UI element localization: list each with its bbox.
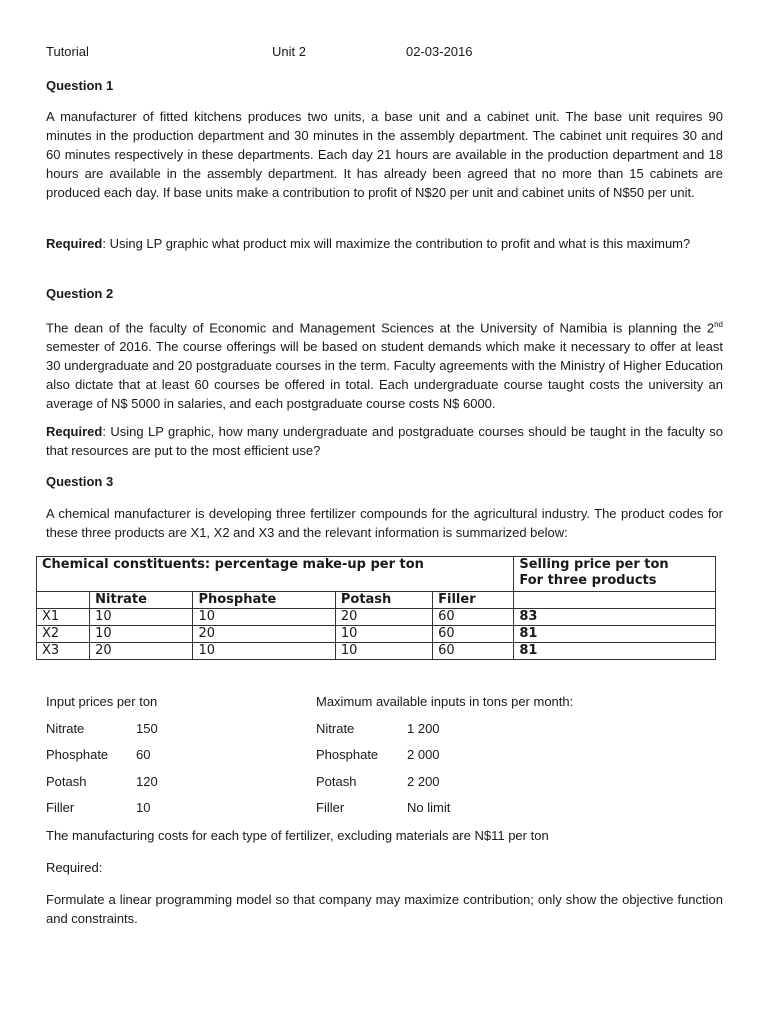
input-price: 150 [136,720,158,736]
table-header-cell: Phosphate [193,592,335,609]
input-name-max: Potash [316,773,357,789]
question-1-body: A manufacturer of fitted kitchens produces two units, a base unit and a cabinet unit. The base unit requires 90 minutes in the production department and 30 minutes in the assembly department. The cabinet unit requires 30 and 60 minutes respectively in these departments. Each day 21 hours are available in the production department and 18 hours are available in the assembly department. It has already been agreed that no more than 15 cabinets are produced each day. If base units make a contribution to profit of N$20 per unit and cabinet units of N$50 per unit. [46,109,723,200]
input-row [46,747,723,774]
required-label: Required [46,236,103,251]
table-cell: 10 [335,643,432,660]
table-row [37,643,716,660]
question-2-body [46,315,723,413]
header-tutorial: Tutorial [46,44,89,59]
question-3-title: Question 3 [46,474,114,489]
table-cell: X1 [37,609,90,626]
input-row [46,721,723,748]
q2-body-a: The dean of the faculty of Economic and Management Sciences at the University of Namibia is planning the 2 [46,320,715,336]
table-row [37,609,716,626]
price-header-2: For three products [519,573,657,588]
table-cell: X2 [37,626,90,643]
table-cell-price: 83 [514,609,716,626]
chemical-table [36,556,716,660]
input-name-max: Phosphate [316,747,379,762]
table-cell: 10 [90,609,193,626]
input-row [46,800,723,827]
question-1-title: Question 1 [46,78,114,93]
inputs-title-row [46,694,723,721]
input-max: 2 000 [407,747,440,762]
table-cell: 60 [433,609,514,626]
table-cell: 20 [335,609,432,626]
q2-body-b: semester of 2016. The course offerings will be based on student demands which make it necessary to offer at least 30 undergraduate and 20 postgraduate courses in the term. Faculty agreements with the Ministry of Higher Education also dictate that at least 60 courses be offered in total. Each undergraduate course taught costs the university an average of N$ 5000 in salaries, and each postgraduate course costs N$ 6000. [46,339,723,412]
required-text: : Using LP graphic what product mix will maximize the contribution to profit and what is this maximum? [102,236,691,251]
input-name: Filler [46,800,75,815]
manufacturing-costs: The manufacturing costs for each type of fertilizer, excluding materials are N$11 per ton [46,828,549,843]
table-cell-price: 81 [514,626,716,643]
table-cell: 20 [193,626,335,643]
input-name-max: Nitrate [316,720,355,736]
table-cell: 10 [335,626,432,643]
input-price: 120 [136,773,158,789]
question-2-required [46,422,723,460]
header-unit: Unit 2 [272,44,306,59]
table-header-cell: Filler [433,592,514,609]
table-row [37,626,716,643]
table-group-header: Chemical constituents: percentage make-up per ton [37,557,514,592]
table-cell: 60 [433,626,514,643]
question-3-required: Required: [46,860,103,875]
table-cell: 10 [90,626,193,643]
table-price-header [514,557,716,592]
required-label: Required [46,424,103,439]
formulate-instruction: Formulate a linear programming model so that company may maximize contribution; only show the objective function and constraints. [46,892,723,926]
table-cell: 20 [90,643,193,660]
input-name-max: Filler [316,800,345,815]
table-cell-price: 81 [514,643,716,660]
input-row [46,774,723,801]
input-max: 1 200 [407,720,440,736]
input-max: No limit [407,800,451,815]
table-cell: X3 [37,643,90,660]
price-header-1: Selling price per ton [519,557,669,572]
max-inputs-title: Maximum available inputs in tons per month: [316,694,574,709]
table-cell: 10 [193,643,335,660]
input-name: Potash [46,773,87,789]
table-cell: 60 [433,643,514,660]
header [46,44,723,64]
input-price: 10 [136,800,151,815]
input-max: 2 200 [407,773,440,789]
table-header-cell [514,592,716,609]
input-name: Nitrate [46,720,85,736]
question-3-body: A chemical manufacturer is developing three fertilizer compounds for the agricultural industry. The product codes for these three products are X1, X2 and X3 and the relevant information is summarized below: [46,506,723,540]
input-price: 60 [136,747,151,762]
header-date: 02-03-2016 [406,44,473,59]
q2-sup: nd [714,320,723,329]
question-2-title: Question 2 [46,286,114,301]
input-prices-title: Input prices per ton [46,694,158,709]
table-header-cell: Potash [335,592,432,609]
required-text: : Using LP graphic, how many undergraduate and postgraduate courses should be taught in the faculty so that resources are put to the most efficient use? [46,424,723,458]
document-page [42,44,723,926]
table-header-cell: Nitrate [90,592,193,609]
table-header-cell [37,592,90,609]
question-1-required [46,234,723,253]
inputs-section [46,694,723,827]
input-name: Phosphate [46,747,109,762]
table-cell: 10 [193,609,335,626]
